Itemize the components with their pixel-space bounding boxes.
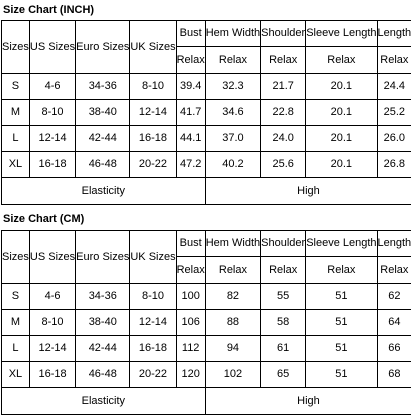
cell-shoulder: 24.0 [261,126,306,152]
relax-label: Relax [205,257,260,284]
cell-hem: 40.2 [205,152,260,178]
cell-hem: 37.0 [205,126,260,152]
cell-euro: 34-36 [76,74,130,100]
cell-hem: 34.6 [205,100,260,126]
table-row [2,100,411,126]
cell-uk: 16-18 [130,126,176,152]
header-shoulder: Shoulder [261,21,306,47]
cell-length: 26.8 [377,152,411,178]
cell-hem: 88 [205,310,260,336]
cell-euro: 34-36 [76,284,130,310]
table-row [2,310,411,336]
cell-uk: 8-10 [130,284,176,310]
relax-label: Relax [176,47,205,74]
cell-length: 64 [377,310,411,336]
cell-shoulder: 25.6 [261,152,306,178]
header-row [2,21,411,47]
cell-shoulder: 58 [261,310,306,336]
elasticity-row [2,178,411,205]
header-uk-sizes: UK Sizes [130,231,176,284]
cell-bust: 100 [176,284,205,310]
cell-sleeve: 20.1 [306,126,377,152]
inch-size-table [1,20,411,205]
relax-label: Relax [377,257,411,284]
header-euro-sizes: Euro Sizes [76,231,130,284]
cell-us: 8-10 [29,100,75,126]
cell-size: M [2,310,30,336]
header-bust: Bust [176,231,205,257]
cell-size: S [2,74,30,100]
relax-label: Relax [176,257,205,284]
relax-label: Relax [261,47,306,74]
cell-uk: 12-14 [130,310,176,336]
cell-euro: 46-48 [76,152,130,178]
cell-bust: 112 [176,336,205,362]
cm-size-table [1,230,411,415]
cell-size: XL [2,152,30,178]
elasticity-row [2,388,411,415]
header-row [2,231,411,257]
cell-us: 4-6 [29,74,75,100]
header-us-sizes: US Sizes [29,231,75,284]
cell-bust: 47.2 [176,152,205,178]
cell-size: M [2,100,30,126]
cell-us: 16-18 [29,362,75,388]
cell-size: S [2,284,30,310]
cell-shoulder: 65 [261,362,306,388]
cell-sleeve: 51 [306,336,377,362]
cell-hem: 94 [205,336,260,362]
header-euro-sizes: Euro Sizes [76,21,130,74]
cell-sleeve: 51 [306,310,377,336]
header-sizes: Sizes [2,21,30,74]
cell-shoulder: 22.8 [261,100,306,126]
cm-chart-title: Size Chart (CM) [3,213,85,225]
header-shoulder: Shoulder [261,231,306,257]
relax-label: Relax [261,257,306,284]
header-sizes: Sizes [2,231,30,284]
cell-sleeve: 20.1 [306,100,377,126]
table-row [2,74,411,100]
cell-bust: 120 [176,362,205,388]
cell-us: 4-6 [29,284,75,310]
cell-sleeve: 20.1 [306,152,377,178]
header-bust: Bust [176,21,205,47]
table-row [2,126,411,152]
cell-shoulder: 21.7 [261,74,306,100]
cell-us: 12-14 [29,126,75,152]
inch-chart-title: Size Chart (INCH) [3,4,95,16]
elasticity-label: Elasticity [2,178,206,205]
cell-euro: 42-44 [76,126,130,152]
cell-length: 25.2 [377,100,411,126]
cell-euro: 38-40 [76,310,130,336]
cell-uk: 16-18 [130,336,176,362]
cell-bust: 39.4 [176,74,205,100]
table-row [2,362,411,388]
cell-uk: 8-10 [130,74,176,100]
cell-uk: 20-22 [130,362,176,388]
header-hem-width: Hem Width [205,21,260,47]
cell-size: XL [2,362,30,388]
header-sleeve-length: Sleeve Length [306,231,377,257]
cell-size: L [2,126,30,152]
relax-label: Relax [306,47,377,74]
cell-length: 68 [377,362,411,388]
cell-euro: 46-48 [76,362,130,388]
cell-sleeve: 20.1 [306,74,377,100]
table-row [2,336,411,362]
cell-sleeve: 51 [306,284,377,310]
cell-shoulder: 55 [261,284,306,310]
header-length: Length [377,231,411,257]
cell-bust: 41.7 [176,100,205,126]
cell-hem: 32.3 [205,74,260,100]
cell-bust: 106 [176,310,205,336]
cell-size: L [2,336,30,362]
relax-label: Relax [205,47,260,74]
cell-us: 12-14 [29,336,75,362]
elasticity-value: High [205,178,411,205]
elasticity-value: High [205,388,411,415]
header-hem-width: Hem Width [205,231,260,257]
cell-us: 8-10 [29,310,75,336]
header-sleeve-length: Sleeve Length [306,21,377,47]
cell-hem: 102 [205,362,260,388]
cell-length: 26.0 [377,126,411,152]
cell-uk: 20-22 [130,152,176,178]
cell-euro: 42-44 [76,336,130,362]
table-row [2,152,411,178]
cell-bust: 44.1 [176,126,205,152]
cell-length: 66 [377,336,411,362]
cell-hem: 82 [205,284,260,310]
cell-uk: 12-14 [130,100,176,126]
cell-shoulder: 61 [261,336,306,362]
header-length: Length [377,21,411,47]
header-uk-sizes: UK Sizes [130,21,176,74]
cell-euro: 38-40 [76,100,130,126]
elasticity-label: Elasticity [2,388,206,415]
header-us-sizes: US Sizes [29,21,75,74]
cell-length: 62 [377,284,411,310]
cell-us: 16-18 [29,152,75,178]
table-row [2,284,411,310]
relax-label: Relax [306,257,377,284]
relax-label: Relax [377,47,411,74]
cell-length: 24.4 [377,74,411,100]
cell-sleeve: 51 [306,362,377,388]
